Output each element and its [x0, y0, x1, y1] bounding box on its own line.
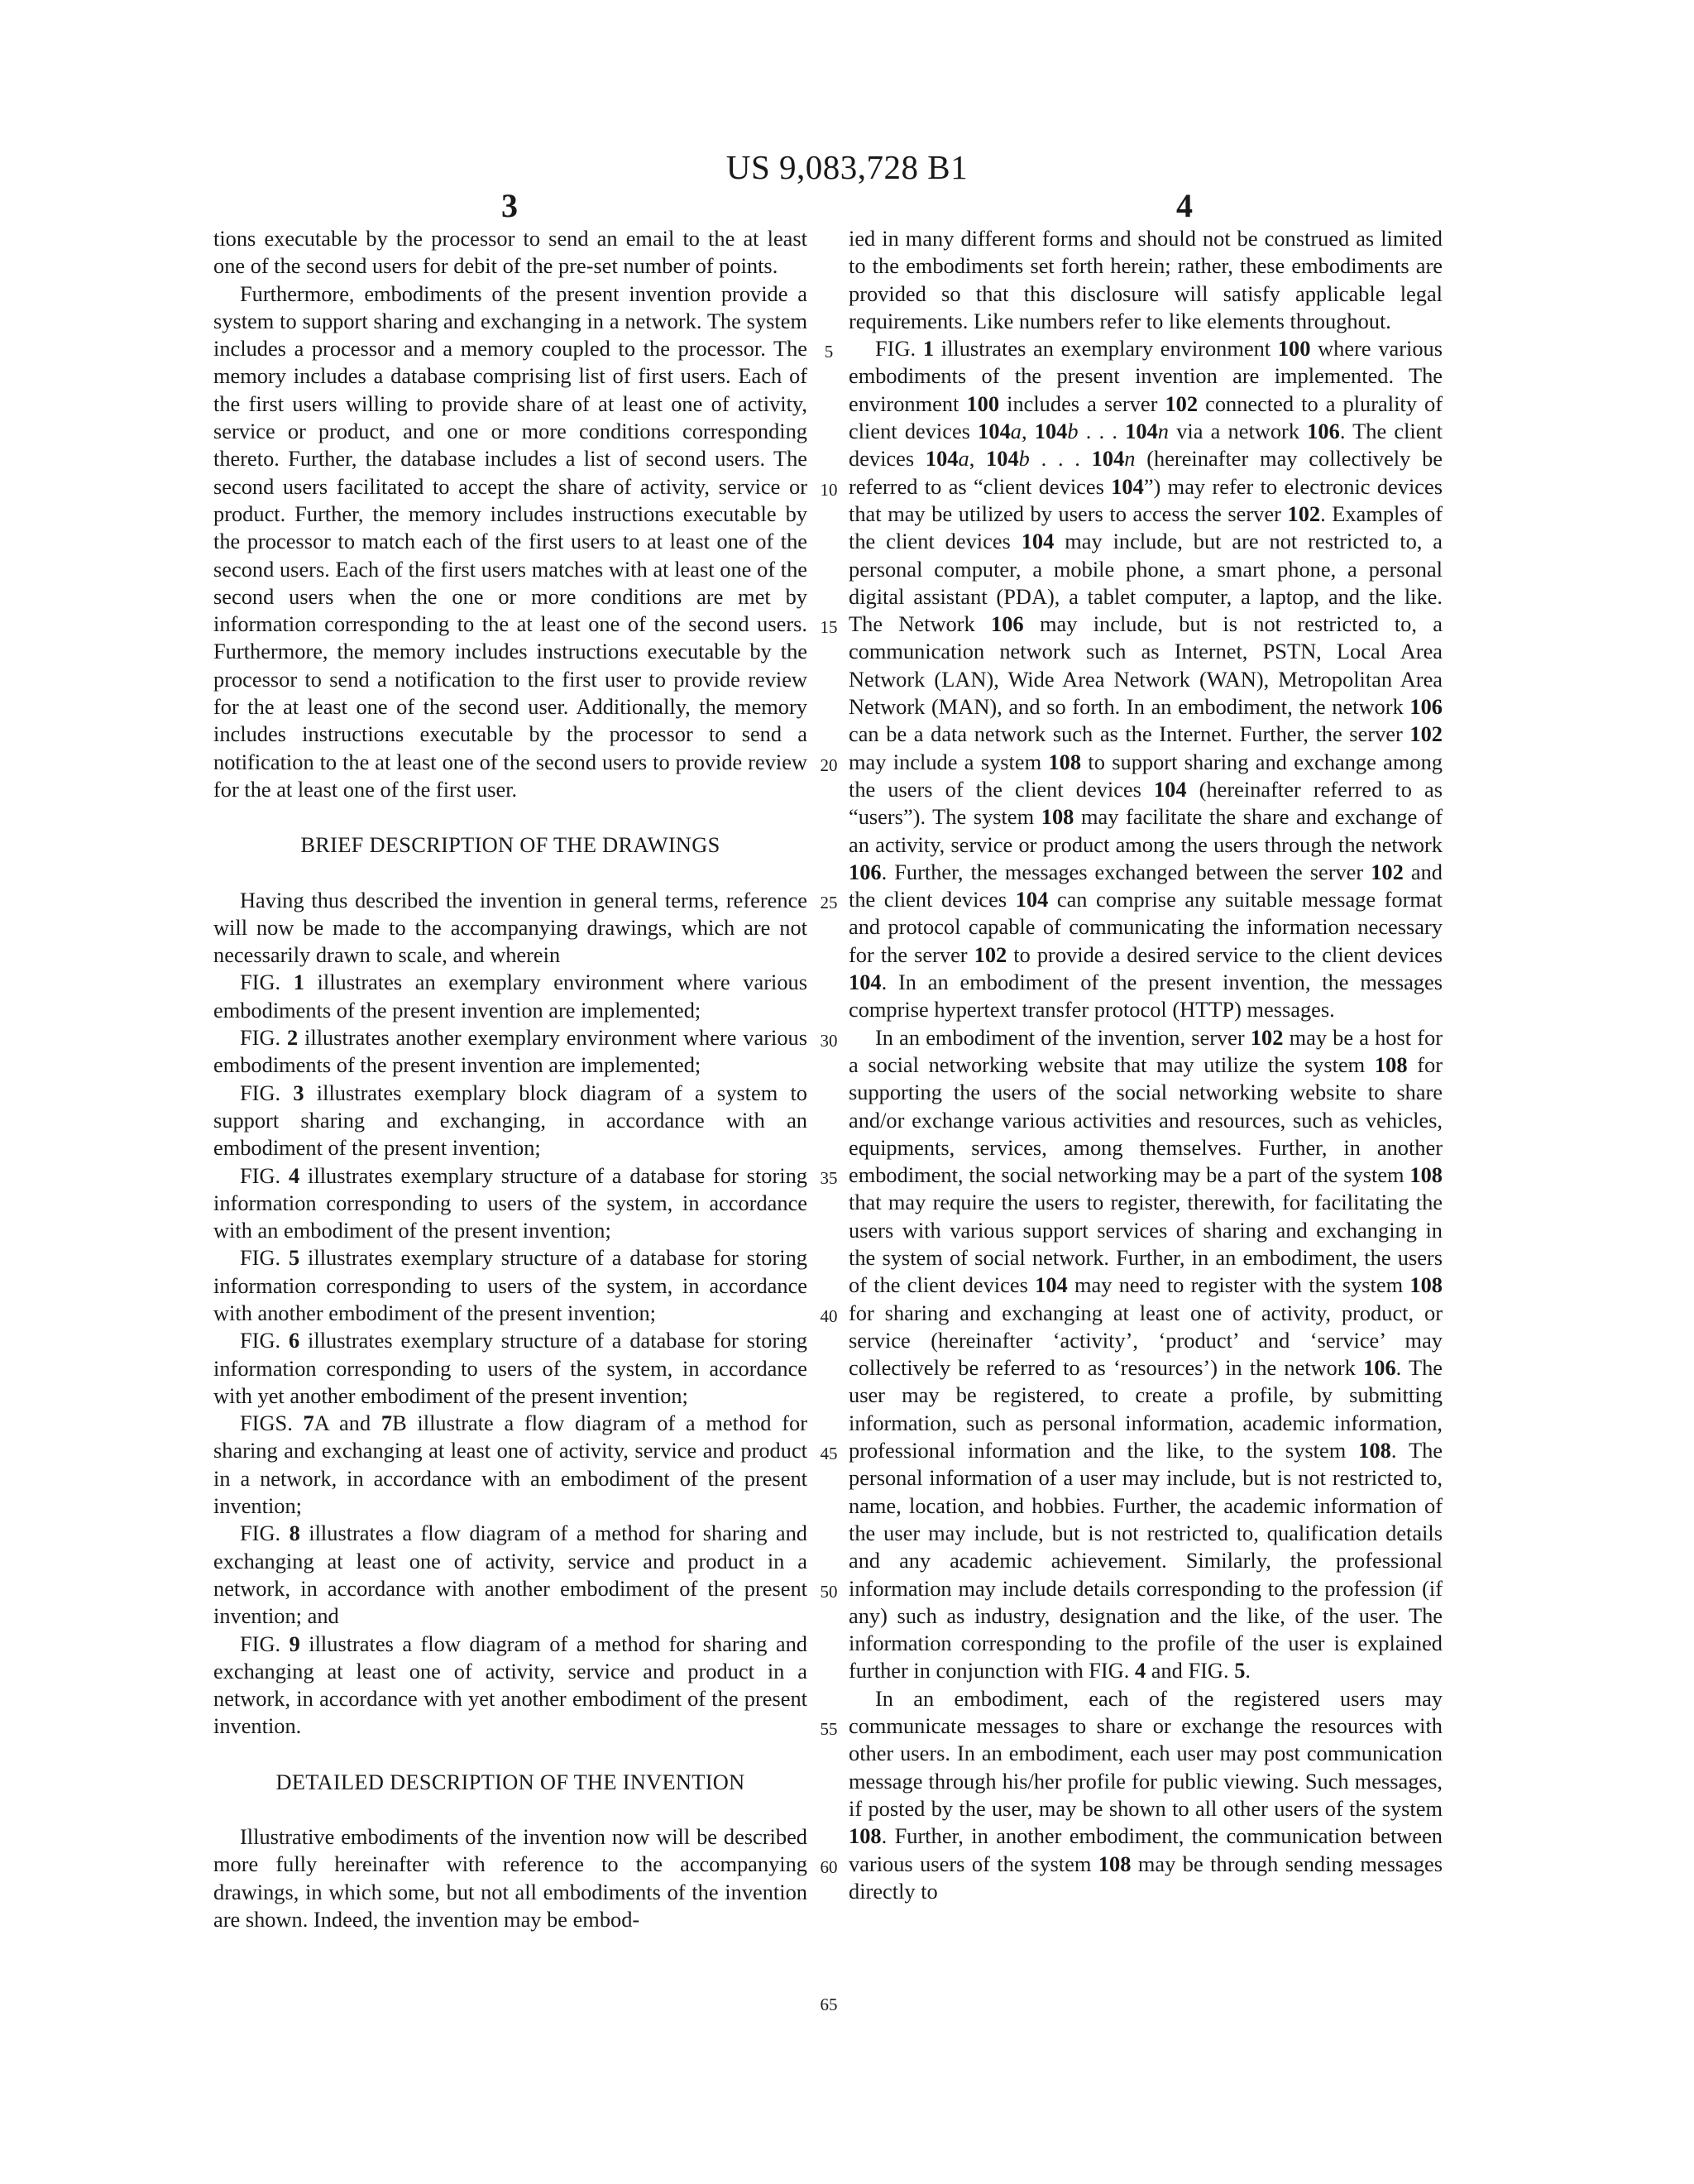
- line-number: 65: [820, 1995, 838, 2015]
- paragraph: ied in many different forms and should not be construed as limited to the embodiments set forth herein; rather, these embodiments are provided so that this disclosure will satisfy applicable legal requirements. Like numbers refer to like elements throughout.: [849, 226, 1443, 333]
- figure-description: FIG. 2 illustrates another exemplary environment where various embodiments of the present invention are implemented;: [213, 1025, 807, 1078]
- line-number: 55: [820, 1719, 838, 1740]
- line-number: 25: [820, 893, 838, 913]
- figure-description: FIG. 5 illustrates exemplary structure of a database for storing information corresponding to users of the system, in accordance with another embodiment of the present invention;: [213, 1245, 807, 1325]
- figure-description: FIG. 9 illustrates a flow diagram of a method for sharing and exchanging at least one of activity, service and product in a network, in accordance with yet another embodiment of the present invention.: [213, 1631, 807, 1739]
- line-number: 15: [820, 617, 838, 638]
- page-number-left: 3: [501, 187, 518, 224]
- paragraph: tions executable by the processor to send an email to the at least one of the second users for debit of the pre-set number of points.: [213, 226, 807, 279]
- paragraph: Illustrative embodiments of the invention now will be described more fully hereinafter with reference to the accompanying drawings, in which some, but not all embodiments of the invention are shown. Indeed, the invention may be embod-: [213, 1824, 807, 1932]
- paragraph: Furthermore, embodiments of the present invention provide a system to support sharing and exchanging in a network. The system includes a processor and a memory coupled to the processor. The memory includes a database comprising list of first users. Each of the first users willing to provide share of at least one of activity, service or product, and one or more conditions corresponding thereto. Further, the database includes a list of second users. The second users facilitated to accept the share of activity, service or product. Further, the memory includes instructions executable by the processor to match each of the first users to at least one of the second users. Each of the first users matches with at least one of the second users when the one or more conditions are met by information corresponding to the at least one of the second users. Furthermore, the memory includes instructions executable by the processor to send a notification to the first user to provide review for the at least one of the second user. Additionally, the memory includes instructions executable by the processor to send a notification to the at least one of the second users to provide review for the at least one of the first user.: [213, 280, 807, 802]
- figure-description: FIG. 3 illustrates exemplary block diagram of a system to support sharing and exchanging, in accordance with an embodiment of the present invention;: [213, 1080, 807, 1161]
- page-number-right: 4: [1176, 187, 1193, 224]
- right-column: [849, 225, 1443, 2136]
- paragraph: In an embodiment, each of the registered users may communicate messages to share or exchange the resources with other users. In an embodiment, each user may post communication message through his/her profile for public viewing. Such messages, if posted by the user, may be shown to all other users of the system 108. Further, in another embodiment, the communication between various users of the system 108 may be through sending messages directly to: [849, 1685, 1443, 1904]
- line-number: 60: [820, 1856, 838, 1877]
- figure-description: FIG. 4 illustrates exemplary structure of a database for storing information corresponding to users of the system, in accordance with an embodiment of the present invention;: [213, 1162, 807, 1243]
- line-number: 45: [820, 1444, 838, 1464]
- paragraph: FIG. 1 illustrates an exemplary environment 100 where various embodiments of the present invention are implemented. The environment 100 includes a server 102 connected to a plurality of client devices 104a, 104b . . . 104n via a network 106. The client devices 104a, 104b . . . 104n (hereinafter may collectively be referred to as “client devices 104”) may refer to electronic devices that may be utilized by users to access the server 102. Examples of the client devices 104 may include, but are not restricted to, a personal computer, a mobile phone, a smart phone, a personal digital assistant (PDA), a tablet computer, a laptop, and the like. The Network 106 may include, but is not restricted to, a communication network such as Internet, PSTN, Local Area Network (LAN), Wide Area Network (WAN), Metropolitan Area Network (MAN), and so forth. In an embodiment, the network 106 can be a data network such as the Internet. Further, the server 102 may include a system 108 to support sharing and exchange among the users of the client devices 104 (hereinafter referred to as “users”). The system 108 may facilitate the share and exchange of an activity, service or product among the users through the network 106. Further, the messages exchanged between the server 102 and the client devices 104 can comprise any suitable message format and protocol capable of communicating the information necessary for the server 102 to provide a desired service to the client devices 104. In an embodiment of the present invention, the messages comprise hypertext transfer protocol (HTTP) messages.: [849, 336, 1443, 1023]
- figure-description: FIG. 6 illustrates exemplary structure of a database for storing information corresponding to users of the system, in accordance with yet another embodiment of the present invention;: [213, 1328, 807, 1408]
- section-heading: BRIEF DESCRIPTION OF THE DRAWINGS: [300, 832, 720, 858]
- line-number: 40: [820, 1305, 838, 1326]
- figure-list: [213, 969, 807, 1740]
- paragraph: Having thus described the invention in general terms, reference will now be made to the accompanying drawings, which are not necessarily drawn to scale, and wherein: [213, 887, 807, 968]
- line-number: 30: [820, 1030, 838, 1051]
- left-column: [213, 225, 807, 2136]
- line-number: 50: [820, 1581, 838, 1602]
- figure-description: FIG. 8 illustrates a flow diagram of a method for sharing and exchanging at least one of activity, service and product in a network, in accordance with another embodiment of the present invention; and: [213, 1521, 807, 1629]
- figure-description: FIG. 1 illustrates an exemplary environment where various embodiments of the present invention are implemented;: [213, 970, 807, 1023]
- line-number: 5: [824, 342, 834, 362]
- line-number: 35: [820, 1168, 838, 1189]
- line-number: 10: [820, 479, 838, 500]
- patent-header: US 9,083,728 B1: [725, 148, 969, 186]
- figure-description: FIGS. 7A and 7B illustrate a flow diagram of a method for sharing and exchanging at least one of activity, service and product in a network, in accordance with an embodiment of the present invention;: [213, 1410, 807, 1519]
- paragraph: In an embodiment of the invention, server 102 may be a host for a social networking website that may utilize the system 108 for supporting the users of the social networking website to share and/or exchange various activities and resources, such as vehicles, equipments, services, among themselves. Further, in another embodiment, the social networking may be a part of the system 108 that may require the users to register, therewith, for facilitating the users with various support services of sharing and exchanging in the system of social network. Further, in an embodiment, the users of the client devices 104 may need to register with the system 108 for sharing and exchanging at least one of activity, product, or service (hereinafter ‘activity’, ‘product’ and ‘service’ may collectively be referred to as ‘resources’) in the network 106. The user may be registered, to create a profile, by submitting information, such as personal information, academic information, professional information and the like, to the system 108. The personal information of a user may include, but is not restricted to, name, location, and hobbies. Further, the academic information of the user may include, but is not restricted to, qualification details and any academic achievement. Similarly, the professional information may include details corresponding to the profession (if any) such as industry, designation and the like, of the user. The information corresponding to the profile of the user is explained further in conjunction with FIG. 4 and FIG. 5.: [849, 1024, 1443, 1684]
- line-number: 20: [820, 754, 838, 775]
- section-heading: DETAILED DESCRIPTION OF THE INVENTION: [275, 1769, 745, 1794]
